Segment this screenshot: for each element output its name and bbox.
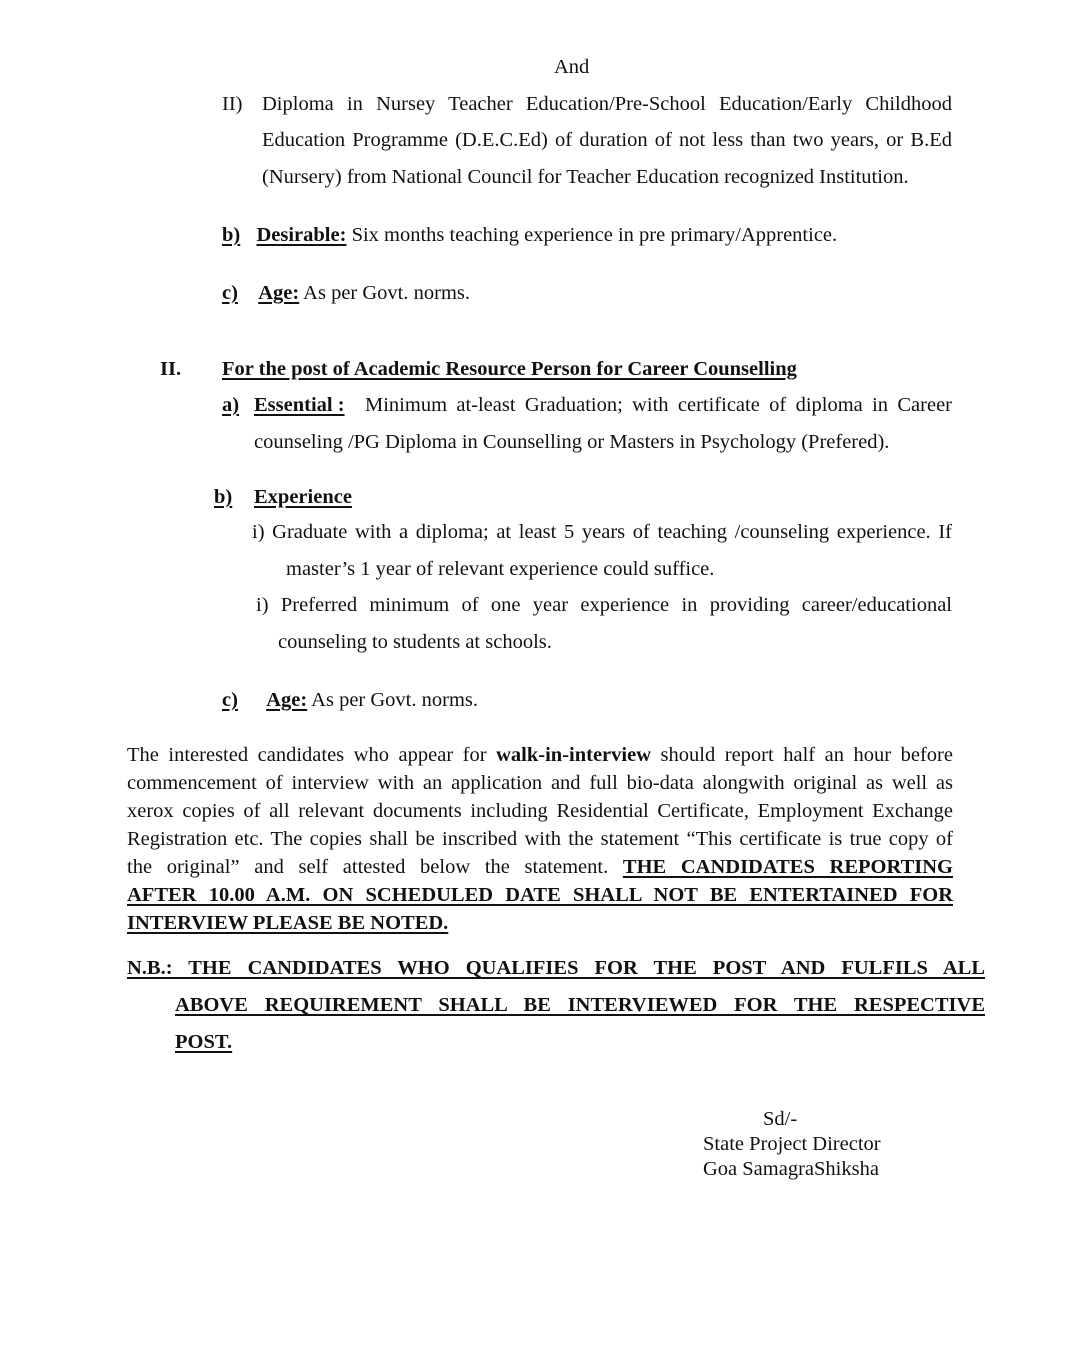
experience-item-2-line-1: i) Preferred minimum of one year experience in providing career/educational [256,594,952,616]
experience-label: Experience [254,486,352,508]
experience-marker: b) [214,486,233,508]
instructions-line-5 [127,853,953,881]
nb-line-1: N.B.: THE CANDIDATES WHO QUALIFIES FOR THE POST AND FULFILS ALL [127,957,985,979]
age-item-1 [222,282,470,305]
nb-line-2: ABOVE REQUIREMENT SHALL BE INTERVIEWED FOR THE RESPECTIVE [175,994,985,1016]
essential-line-1: Minimum at-least Graduation; with certificate of diploma in Career [365,394,952,416]
instructions-line-7: INTERVIEW PLEASE BE NOTED. [127,912,449,934]
age-marker-2: c) [222,689,238,711]
signature-org: Goa SamagraShiksha [703,1158,879,1180]
instructions-line-3: xerox copies of all relevant documents including Residential Certificate, Employment Exchange [127,800,953,822]
nb-line-3: POST. [175,1031,233,1053]
signature-sd: Sd/- [763,1108,798,1130]
diploma-line-1: Diploma in Nursey Teacher Education/Pre-School Education/Early Childhood [262,93,952,115]
essential-label: Essential : [254,394,345,416]
age-marker-1: c) [222,282,238,304]
instructions-line-4: Registration etc. The copies shall be inscribed with the statement “This certificate is true copy of [127,828,953,850]
instructions-line-5-start: the original” and self attested below the statement. [127,856,623,878]
desirable-text: Six months teaching experience in pre primary/Apprentice. [346,224,838,246]
walk-in-interview-text: walk-in-interview [496,744,651,766]
diploma-line-2: Education Programme (D.E.C.Ed) of duration of not less than two years, or B.Ed [262,129,952,151]
nb-note [127,957,985,1068]
experience-item-2-line-2: counseling to students at schools. [278,631,552,653]
experience-item-1-line-1: i) Graduate with a diploma; at least 5 years of teaching /counseling experience. If [252,521,952,543]
age-label-2: Age: [266,689,308,711]
age-text-1: As per Govt. norms. [299,282,470,304]
experience-item-1-line-2: master’s 1 year of relevant experience could suffice. [286,558,715,580]
diploma-line-3: (Nursery) from National Council for Teacher Education recognized Institution. [262,166,909,188]
desirable-label: Desirable: [256,224,347,246]
diploma-marker: II) [222,93,243,115]
essential-line-2: counseling /PG Diploma in Counselling or Masters in Psychology (Prefered). [254,431,890,453]
age-text-2: As per Govt. norms. [307,689,478,711]
instructions-line-1-start: The interested candidates who appear for [127,744,497,766]
age-label-1: Age: [258,282,300,304]
section-heading: For the post of Academic Resource Person for Career Counselling [222,358,797,380]
section-numeral: II. [160,358,182,380]
instructions-paragraph [127,741,953,937]
instructions-line-1 [127,741,953,769]
instructions-line-2: commencement of interview with an application and full bio-data alongwith original as well as [127,772,953,794]
instructions-line-6: AFTER 10.00 A.M. ON SCHEDULED DATE SHALL NOT BE ENTERTAINED FOR [127,884,953,906]
reporting-warning-start: THE CANDIDATES REPORTING [622,856,953,878]
age-item-2 [222,689,478,712]
instructions-line-1-end: should report half an hour before [651,744,953,766]
and-connector: And [554,56,590,78]
essential-marker: a) [222,394,240,416]
desirable-marker: b) [222,224,241,246]
desirable-item [222,224,837,247]
signature-title: State Project Director [703,1133,881,1155]
